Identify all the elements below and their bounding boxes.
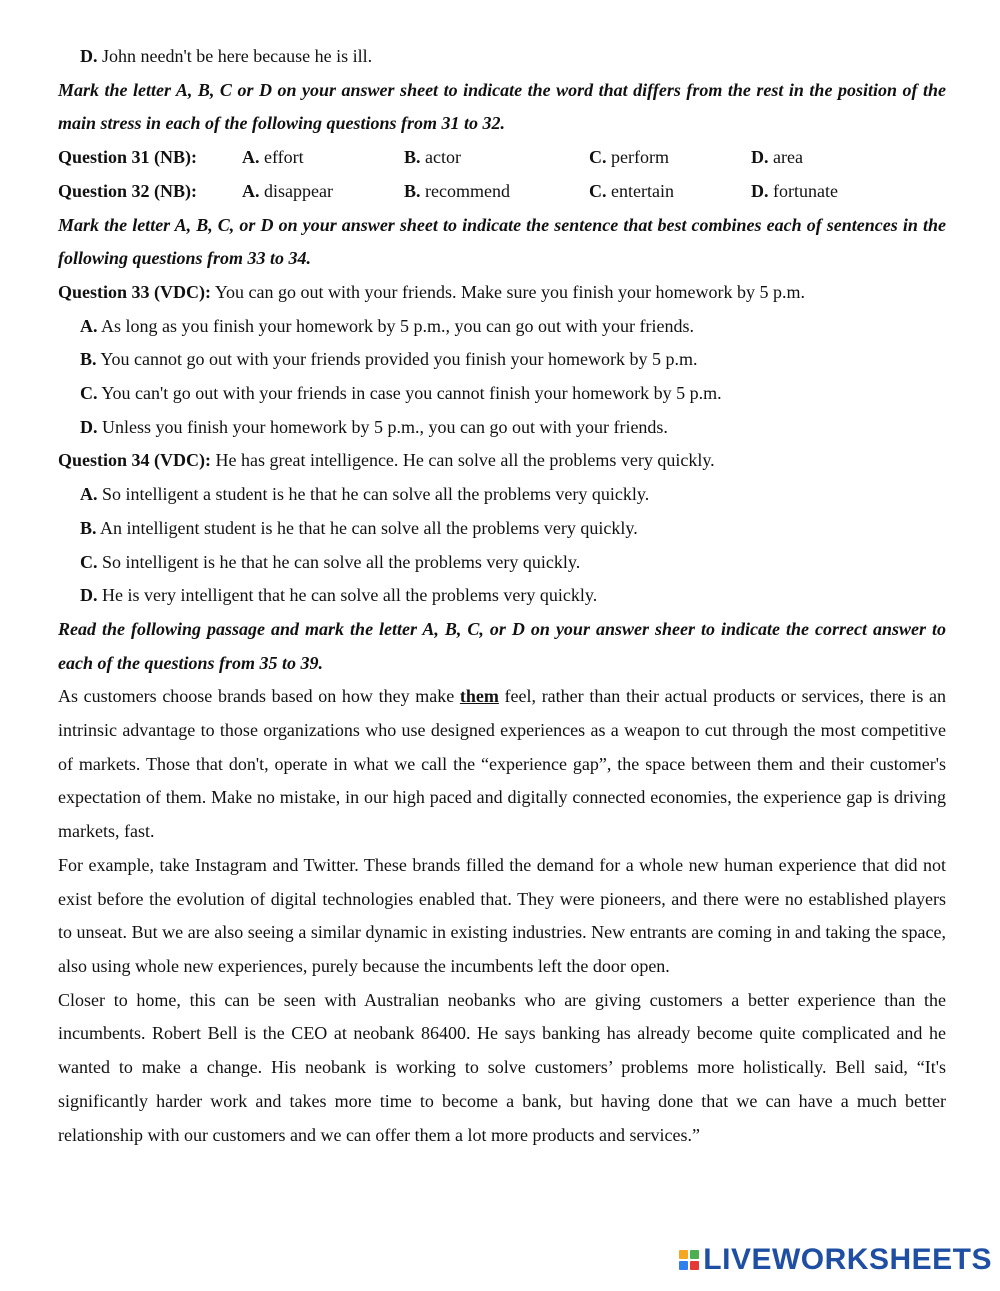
question-32 xyxy=(58,175,946,209)
passage-paragraph-3: Closer to home, this can be seen with Australian neobanks who are giving customers a better experience than the incumbents. Robert Bell is the CEO at neobank 86400. He says banking has already become quite complicated and he wanted to make a change. His neobank is working to solve customers’ problems more holistically. Bell said, “It's significantly harder work and takes more time to become a bank, but having done that we can have a much better relationship with our customers and we can offer them a lot more products and services.” xyxy=(58,989,946,1145)
prev-question-option-d: D. John needn't be here because he is ill. xyxy=(80,46,373,66)
q32-option-d[interactable]: D. fortunate xyxy=(751,180,838,201)
question-34 xyxy=(58,444,946,478)
q32-option-b[interactable]: B. recommend xyxy=(404,180,510,201)
instruction-combine: Mark the letter A, B, C, or D on your answer sheet to indicate the sentence that best combines each of sentences in the following questions from 33 to 34. xyxy=(58,214,946,269)
passage-paragraph-2: For example, take Instagram and Twitter. These brands filled the demand for a whole new human experience that did not exist before the evolution of digital technologies enabled that. They were pioneers, and there were no established players to unseat. But we are also seeing a similar dynamic in existing industries. New entrants are coming in and taking the space, also using whole new experiences, purely because the incumbents left the door open. xyxy=(58,854,946,976)
q34-option-a[interactable]: A. So intelligent a student is he that he can solve all the problems very quickly. xyxy=(80,484,650,505)
instruction-stress: Mark the letter A, B, C or D on your answer sheet to indicate the word that differs from the rest in the position of the main stress in each of the following questions from 31 to 32. xyxy=(58,79,946,134)
q33-option-c[interactable]: C. You can't go out with your friends in case you cannot finish your homework by 5 p.m. xyxy=(80,383,722,404)
q31-option-c[interactable]: C. perform xyxy=(589,147,669,168)
q33-option-d[interactable]: D. Unless you finish your homework by 5 p.m., you can go out with your friends. xyxy=(80,416,668,437)
q34-option-c[interactable]: C. So intelligent is he that he can solve all the problems very quickly. xyxy=(80,551,581,572)
question-34-stem: He has great intelligence. He can solve all the problems very quickly. xyxy=(211,450,715,471)
passage-paragraph-1: As customers choose brands based on how they make them feel, rather than their actual products or services, there is an intrinsic advantage to those organizations who use designed experiences as a weapon to cut through the most competitive of markets. Those that don't, operate in what we call the “experience gap”, the space between them and their customer's expectation of them. Make no mistake, in our high paced and digitally connected economies, the experience gap is driving markets, fast. xyxy=(58,686,946,842)
question-32-label: Question 32 (NB): xyxy=(58,180,197,201)
liveworksheets-logo[interactable] xyxy=(679,1243,992,1277)
q33-option-a[interactable]: A. As long as you finish your homework by 5 p.m., you can go out with your friends. xyxy=(80,315,694,336)
q32-option-c[interactable]: C. entertain xyxy=(589,180,674,201)
q31-option-a[interactable]: A. effort xyxy=(242,147,304,168)
q34-option-d[interactable]: D. He is very intelligent that he can solve all the problems very quickly. xyxy=(80,585,598,606)
q34-option-b[interactable]: B. An intelligent student is he that he can solve all the problems very quickly. xyxy=(80,517,638,538)
question-31 xyxy=(58,141,946,175)
question-33-label: Question 33 (VDC): xyxy=(58,281,211,302)
underlined-word-them: them xyxy=(459,686,499,707)
logo-text: LIVEWORKSHEETS xyxy=(703,1243,992,1276)
question-33-stem: You can go out with your friends. Make sure you finish your homework by 5 p.m. xyxy=(211,281,805,302)
worksheet-page xyxy=(58,40,946,1152)
instruction-reading: Read the following passage and mark the letter A, B, C, or D on your answer sheer to indicate the correct answer to each of the questions from 35 to 39. xyxy=(58,618,946,673)
question-33 xyxy=(58,276,946,310)
q31-option-d[interactable]: D. area xyxy=(751,147,803,168)
q33-option-b[interactable]: B. You cannot go out with your friends provided you finish your homework by 5 p.m. xyxy=(80,349,698,370)
question-34-label: Question 34 (VDC): xyxy=(58,450,211,471)
q31-option-b[interactable]: B. actor xyxy=(404,147,461,168)
liveworksheets-logo-icon xyxy=(679,1250,699,1270)
q32-option-a[interactable]: A. disappear xyxy=(242,180,333,201)
question-31-label: Question 31 (NB): xyxy=(58,147,197,168)
